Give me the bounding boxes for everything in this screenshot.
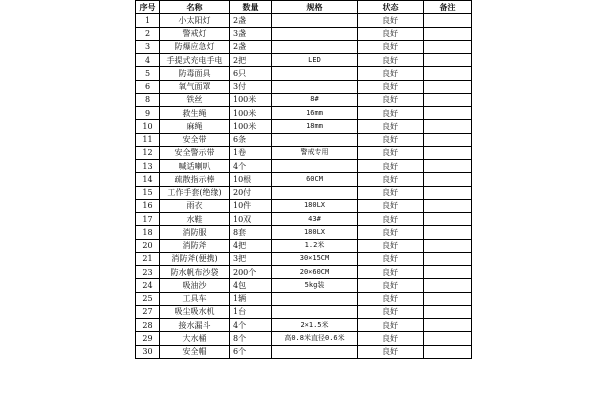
header-name: 名称 xyxy=(160,1,230,14)
cell-note xyxy=(424,67,472,80)
table-row xyxy=(136,120,472,133)
cell-note xyxy=(424,40,472,53)
cell-note xyxy=(424,54,472,67)
table-row xyxy=(136,107,472,120)
cell-status: 良好 xyxy=(358,186,424,199)
table-row xyxy=(136,332,472,345)
cell-qty: 2把 xyxy=(230,54,272,67)
cell-name: 安全帽 xyxy=(160,345,230,358)
cell-qty: 10件 xyxy=(230,199,272,212)
cell-name: 工具车 xyxy=(160,292,230,305)
cell-note xyxy=(424,186,472,199)
cell-spec xyxy=(272,345,358,358)
cell-name: 消防斧(便携) xyxy=(160,252,230,265)
cell-spec: 高0.8米直径0.6米 xyxy=(272,332,358,345)
table-row xyxy=(136,305,472,318)
cell-spec: 20×60CM xyxy=(272,266,358,279)
cell-note xyxy=(424,305,472,318)
header-spec: 规格 xyxy=(272,1,358,14)
cell-spec: 18mm xyxy=(272,120,358,133)
cell-name: 安全带 xyxy=(160,133,230,146)
cell-spec: LED xyxy=(272,54,358,67)
cell-name: 吸油沙 xyxy=(160,279,230,292)
cell-qty: 4把 xyxy=(230,239,272,252)
cell-name: 防水帆布沙袋 xyxy=(160,266,230,279)
cell-status: 良好 xyxy=(358,80,424,93)
cell-qty: 2盏 xyxy=(230,40,272,53)
cell-note xyxy=(424,239,472,252)
table-row xyxy=(136,199,472,212)
cell-seq: 28 xyxy=(136,319,160,332)
cell-status: 良好 xyxy=(358,226,424,239)
cell-seq: 1 xyxy=(136,14,160,27)
cell-status: 良好 xyxy=(358,292,424,305)
cell-qty: 10根 xyxy=(230,173,272,186)
cell-status: 良好 xyxy=(358,332,424,345)
cell-qty: 8个 xyxy=(230,332,272,345)
cell-note xyxy=(424,80,472,93)
table-row xyxy=(136,146,472,159)
cell-spec xyxy=(272,40,358,53)
cell-spec xyxy=(272,160,358,173)
cell-qty: 6个 xyxy=(230,345,272,358)
cell-name: 水鞋 xyxy=(160,213,230,226)
cell-spec: 30×15CM xyxy=(272,252,358,265)
cell-note xyxy=(424,107,472,120)
cell-seq: 21 xyxy=(136,252,160,265)
cell-status: 良好 xyxy=(358,54,424,67)
cell-seq: 6 xyxy=(136,80,160,93)
cell-name: 救生绳 xyxy=(160,107,230,120)
cell-status: 良好 xyxy=(358,279,424,292)
cell-spec xyxy=(272,27,358,40)
cell-spec xyxy=(272,67,358,80)
cell-spec xyxy=(272,80,358,93)
cell-note xyxy=(424,199,472,212)
cell-name: 工作手套(绝缘) xyxy=(160,186,230,199)
cell-note xyxy=(424,345,472,358)
cell-qty: 4个 xyxy=(230,160,272,173)
cell-name: 吸尘吸水机 xyxy=(160,305,230,318)
cell-spec: 警戒专用 xyxy=(272,146,358,159)
cell-spec xyxy=(272,292,358,305)
table-row xyxy=(136,213,472,226)
cell-seq: 20 xyxy=(136,239,160,252)
cell-seq: 16 xyxy=(136,199,160,212)
cell-seq: 4 xyxy=(136,54,160,67)
cell-spec xyxy=(272,305,358,318)
header-qty: 数量 xyxy=(230,1,272,14)
cell-spec: 180LX xyxy=(272,199,358,212)
cell-seq: 29 xyxy=(136,332,160,345)
header-status: 状态 xyxy=(358,1,424,14)
cell-note xyxy=(424,279,472,292)
cell-name: 雨衣 xyxy=(160,199,230,212)
cell-spec: 5kg装 xyxy=(272,279,358,292)
cell-qty: 8套 xyxy=(230,226,272,239)
cell-status: 良好 xyxy=(358,107,424,120)
header-row xyxy=(136,1,472,14)
cell-name: 消防斧 xyxy=(160,239,230,252)
cell-name: 接水漏斗 xyxy=(160,319,230,332)
table-row xyxy=(136,319,472,332)
cell-status: 良好 xyxy=(358,173,424,186)
cell-qty: 6条 xyxy=(230,133,272,146)
cell-note xyxy=(424,266,472,279)
table-row xyxy=(136,93,472,106)
cell-spec: 8# xyxy=(272,93,358,106)
cell-seq: 13 xyxy=(136,160,160,173)
cell-status: 良好 xyxy=(358,146,424,159)
table-row xyxy=(136,279,472,292)
cell-name: 麻绳 xyxy=(160,120,230,133)
table-row xyxy=(136,160,472,173)
cell-note xyxy=(424,133,472,146)
cell-note xyxy=(424,14,472,27)
cell-status: 良好 xyxy=(358,160,424,173)
cell-qty: 20付 xyxy=(230,186,272,199)
cell-status: 良好 xyxy=(358,93,424,106)
cell-note xyxy=(424,213,472,226)
cell-status: 良好 xyxy=(358,40,424,53)
cell-note xyxy=(424,332,472,345)
cell-note xyxy=(424,226,472,239)
cell-seq: 30 xyxy=(136,345,160,358)
cell-note xyxy=(424,252,472,265)
cell-qty: 3盏 xyxy=(230,27,272,40)
cell-spec: 180LX xyxy=(272,226,358,239)
cell-seq: 10 xyxy=(136,120,160,133)
cell-name: 手提式充电手电 xyxy=(160,54,230,67)
cell-spec: 43# xyxy=(272,213,358,226)
cell-status: 良好 xyxy=(358,27,424,40)
table-row xyxy=(136,67,472,80)
table-row xyxy=(136,239,472,252)
cell-status: 良好 xyxy=(358,252,424,265)
cell-qty: 200个 xyxy=(230,266,272,279)
cell-seq: 3 xyxy=(136,40,160,53)
cell-seq: 25 xyxy=(136,292,160,305)
cell-spec xyxy=(272,133,358,146)
cell-status: 良好 xyxy=(358,319,424,332)
cell-note xyxy=(424,146,472,159)
cell-note xyxy=(424,27,472,40)
cell-seq: 5 xyxy=(136,67,160,80)
cell-status: 良好 xyxy=(358,305,424,318)
cell-note xyxy=(424,319,472,332)
cell-name: 消防服 xyxy=(160,226,230,239)
cell-seq: 8 xyxy=(136,93,160,106)
table-row xyxy=(136,133,472,146)
cell-name: 大水桶 xyxy=(160,332,230,345)
cell-qty: 4个 xyxy=(230,319,272,332)
cell-qty: 2盏 xyxy=(230,14,272,27)
header-seq: 序号 xyxy=(136,1,160,14)
cell-name: 小太阳灯 xyxy=(160,14,230,27)
cell-seq: 2 xyxy=(136,27,160,40)
cell-spec xyxy=(272,14,358,27)
table-row xyxy=(136,40,472,53)
table-row xyxy=(136,266,472,279)
cell-spec: 1.2米 xyxy=(272,239,358,252)
cell-qty: 6只 xyxy=(230,67,272,80)
cell-qty: 100米 xyxy=(230,120,272,133)
cell-status: 良好 xyxy=(358,14,424,27)
cell-seq: 27 xyxy=(136,305,160,318)
cell-qty: 1卷 xyxy=(230,146,272,159)
cell-qty: 10双 xyxy=(230,213,272,226)
cell-seq: 23 xyxy=(136,266,160,279)
table-row xyxy=(136,186,472,199)
cell-spec: 16mm xyxy=(272,107,358,120)
cell-seq: 12 xyxy=(136,146,160,159)
cell-status: 良好 xyxy=(358,133,424,146)
cell-status: 良好 xyxy=(358,199,424,212)
cell-note xyxy=(424,292,472,305)
table-row xyxy=(136,27,472,40)
cell-name: 氧气面罩 xyxy=(160,80,230,93)
table-row xyxy=(136,14,472,27)
cell-spec: 60CM xyxy=(272,173,358,186)
cell-name: 警戒灯 xyxy=(160,27,230,40)
cell-spec xyxy=(272,186,358,199)
cell-qty: 1辆 xyxy=(230,292,272,305)
table-row xyxy=(136,173,472,186)
cell-note xyxy=(424,120,472,133)
cell-name: 防毒面具 xyxy=(160,67,230,80)
cell-status: 良好 xyxy=(358,67,424,80)
cell-status: 良好 xyxy=(358,239,424,252)
cell-seq: 9 xyxy=(136,107,160,120)
cell-note xyxy=(424,93,472,106)
table-row xyxy=(136,345,472,358)
table-row xyxy=(136,252,472,265)
table-row xyxy=(136,80,472,93)
cell-name: 安全警示带 xyxy=(160,146,230,159)
cell-qty: 4包 xyxy=(230,279,272,292)
cell-seq: 15 xyxy=(136,186,160,199)
cell-qty: 1台 xyxy=(230,305,272,318)
cell-note xyxy=(424,160,472,173)
cell-seq: 18 xyxy=(136,226,160,239)
cell-qty: 3把 xyxy=(230,252,272,265)
equipment-table xyxy=(135,0,472,359)
cell-status: 良好 xyxy=(358,345,424,358)
cell-qty: 100米 xyxy=(230,107,272,120)
table-row xyxy=(136,226,472,239)
cell-spec: 2×1.5米 xyxy=(272,319,358,332)
cell-seq: 24 xyxy=(136,279,160,292)
cell-status: 良好 xyxy=(358,120,424,133)
header-note: 备注 xyxy=(424,1,472,14)
cell-name: 防爆应急灯 xyxy=(160,40,230,53)
cell-note xyxy=(424,173,472,186)
cell-seq: 14 xyxy=(136,173,160,186)
table-row xyxy=(136,54,472,67)
cell-seq: 17 xyxy=(136,213,160,226)
table-row xyxy=(136,292,472,305)
cell-qty: 100米 xyxy=(230,93,272,106)
cell-name: 喊话喇叭 xyxy=(160,160,230,173)
cell-seq: 11 xyxy=(136,133,160,146)
cell-name: 铁丝 xyxy=(160,93,230,106)
cell-qty: 3付 xyxy=(230,80,272,93)
cell-status: 良好 xyxy=(358,266,424,279)
cell-status: 良好 xyxy=(358,213,424,226)
cell-name: 疏散指示棒 xyxy=(160,173,230,186)
